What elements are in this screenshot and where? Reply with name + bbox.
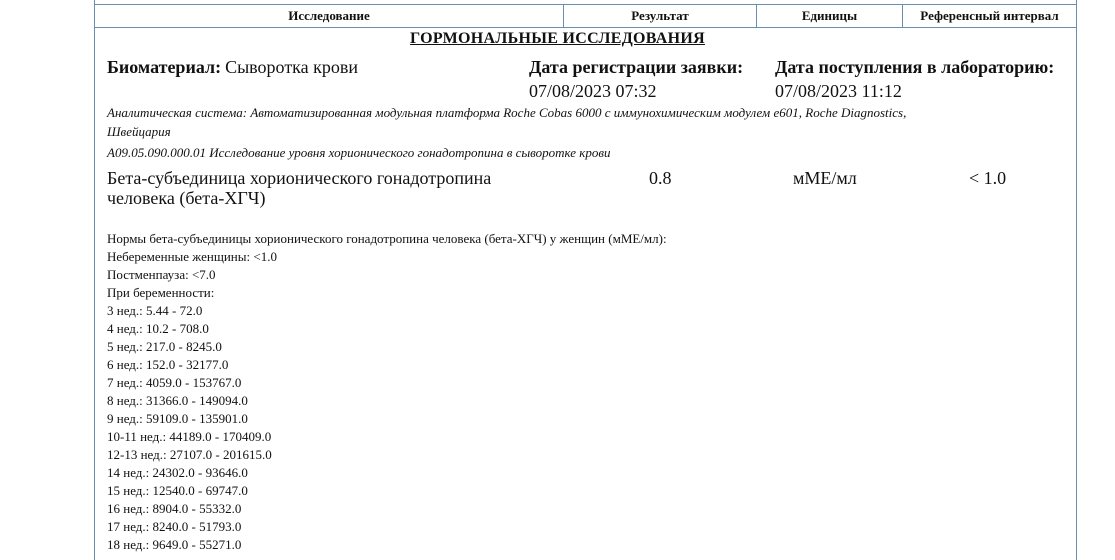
- list-item: 15 нед.: 12540.0 - 69747.0: [107, 483, 248, 498]
- result-reference: < 1.0: [969, 168, 1007, 188]
- norms-list: [107, 230, 667, 554]
- list-item: При беременности:: [107, 285, 215, 300]
- norms-title: Нормы бета-субъединицы хорионического гонадотропина человека (бета-ХГЧ) у женщин (мМЕ/мл):: [107, 231, 667, 246]
- table-header: [94, 4, 1077, 28]
- registration-value: 07/08/2023 07:32: [529, 81, 657, 101]
- header-units: Единицы: [757, 5, 903, 27]
- result-units: мМЕ/мл: [793, 168, 857, 188]
- biomaterial-value: Сыворотка крови: [225, 57, 359, 77]
- list-item: 7 нед.: 4059.0 - 153767.0: [107, 375, 242, 390]
- list-item: 18 нед.: 9649.0 - 55271.0: [107, 537, 242, 552]
- analytic-system-line2: Швейцария: [107, 124, 171, 139]
- list-item: 17 нед.: 8240.0 - 51793.0: [107, 519, 242, 534]
- result-name-line1: Бета-субъединица хорионического гонадотропина: [107, 168, 492, 188]
- list-item: 6 нед.: 152.0 - 32177.0: [107, 357, 229, 372]
- test-code-line: A09.05.090.000.01 Исследование уровня хорионического гонадотропина в сыворотке крови: [107, 145, 611, 160]
- arrival-label: Дата поступления в лабораторию:: [775, 57, 1055, 77]
- list-item: 3 нед.: 5.44 - 72.0: [107, 303, 203, 318]
- list-item: Постменпауза: <7.0: [107, 267, 216, 282]
- result-value: 0.8: [649, 168, 672, 188]
- list-item: 12-13 нед.: 27107.0 - 201615.0: [107, 447, 272, 462]
- registration-label: Дата регистрации заявки:: [529, 57, 744, 77]
- list-item: Небеременные женщины: <1.0: [107, 249, 277, 264]
- list-item: 5 нед.: 217.0 - 8245.0: [107, 339, 222, 354]
- arrival-value: 07/08/2023 11:12: [775, 81, 902, 101]
- biomaterial-label: Биоматериал:: [107, 57, 222, 77]
- header-test: Исследование: [95, 5, 564, 27]
- list-item: 4 нед.: 10.2 - 708.0: [107, 321, 209, 336]
- list-item: 16 нед.: 8904.0 - 55332.0: [107, 501, 242, 516]
- result-name-line2: человека (бета-ХГЧ): [107, 188, 266, 208]
- list-item: 10-11 нед.: 44189.0 - 170409.0: [107, 429, 272, 444]
- section-title: ГОРМОНАЛЬНЫЕ ИССЛЕДОВАНИЯ: [410, 30, 705, 47]
- header-reference: Референсный интервал: [920, 8, 1059, 23]
- list-item: 9 нед.: 59109.0 - 135901.0: [107, 411, 248, 426]
- analytic-system-line1: Аналитическая система: Автоматизированная модульная платформа Roche Cobas 6000 с иммунохимическим модулем e601, Roche Diagnostics,: [107, 105, 907, 120]
- list-item: 14 нед.: 24302.0 - 93646.0: [107, 465, 248, 480]
- list-item: 8 нед.: 31366.0 - 149094.0: [107, 393, 248, 408]
- header-result: Результат: [564, 5, 757, 27]
- biomaterial: [107, 57, 358, 78]
